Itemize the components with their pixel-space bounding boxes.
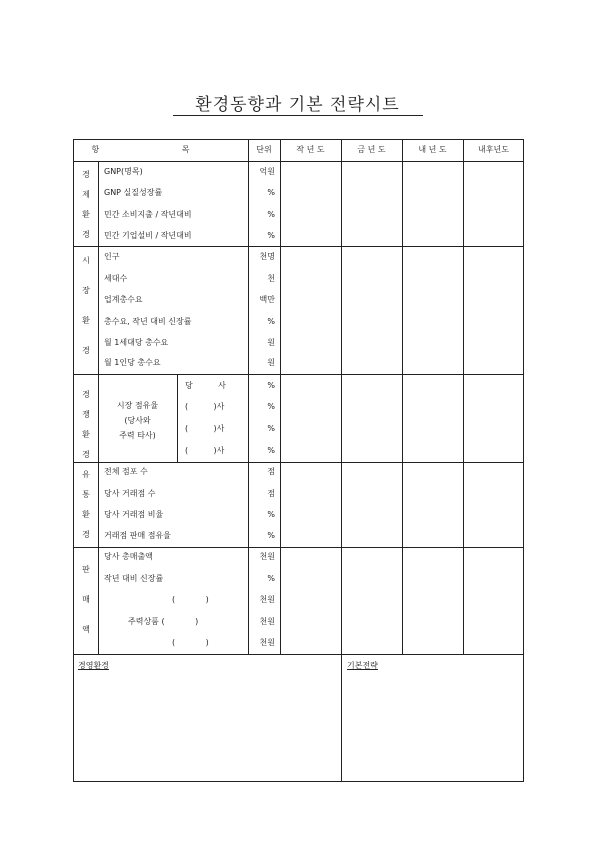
row-unit: %: [267, 188, 275, 197]
row-unit: 천원: [259, 617, 275, 626]
row-unit: 천원: [259, 595, 275, 604]
row-unit: %: [267, 574, 275, 583]
header-unit: 단위: [256, 145, 272, 154]
row-unit: %: [267, 381, 275, 390]
row-label: ( )사: [185, 424, 225, 433]
row-label: 주력상품 ( ): [128, 617, 199, 626]
row-unit: 점: [267, 489, 275, 498]
header-divider: [73, 161, 524, 162]
row-label: GNP(명목): [104, 167, 143, 176]
header-item: 항 목: [91, 145, 230, 154]
row-label: 당사 거래점 비율: [104, 510, 164, 519]
row-unit: 천원: [259, 552, 275, 561]
header-this-year: 금 년 도: [357, 145, 386, 154]
row-unit: %: [267, 317, 275, 326]
section-label: 유 통 환 경: [82, 470, 90, 539]
row-label: 월 1세대당 총수요: [104, 338, 169, 347]
row-label: 거래점 판매 점유율: [104, 531, 171, 540]
row-unit: %: [267, 231, 275, 240]
row-label: 월 1인당 총수요: [104, 358, 161, 367]
row-label: ( )사: [185, 402, 225, 411]
section-divider: [73, 246, 524, 247]
row-unit: 점: [267, 467, 275, 476]
col-line: [280, 139, 281, 655]
row-unit: %: [267, 531, 275, 540]
section-divider: [73, 374, 524, 375]
row-label: GNP 실질성장률: [104, 188, 163, 197]
row-label: ( )사: [185, 446, 225, 455]
page-title: 환경동향과 기본 전략시트: [195, 95, 400, 115]
section-divider: [73, 462, 524, 463]
section-label: 판 매 액: [82, 565, 90, 634]
row-unit: 천: [267, 274, 275, 283]
footer-right-label: 기본전략: [347, 661, 378, 670]
col-line: [463, 139, 464, 655]
title-underline: [173, 115, 423, 116]
row-unit: %: [267, 402, 275, 411]
row-label: 당사 거래점 수: [104, 489, 156, 498]
row-label: 인구: [104, 252, 120, 261]
row-label: ( ): [172, 638, 209, 647]
section-divider: [73, 654, 524, 655]
section-label: 시 장 환 경: [82, 256, 90, 355]
footer-left-label: 경영환경: [78, 661, 109, 670]
row-unit: %: [267, 446, 275, 455]
section-label: 경 쟁 환 경: [82, 390, 90, 459]
header-prev-year: 작 년 도: [296, 145, 325, 154]
row-label: 당사 총매출액: [104, 552, 153, 561]
group-col-line: [177, 374, 178, 462]
row-unit: 백만: [259, 295, 275, 304]
row-label: 세대수: [104, 274, 128, 283]
col-line: [402, 139, 403, 655]
row-unit: 천원: [259, 638, 275, 647]
row-unit: %: [267, 510, 275, 519]
row-label: 작년 대비 신장률: [104, 574, 164, 583]
row-label: 총수요, 작년 대비 신장률: [104, 317, 192, 326]
row-unit: 원: [267, 338, 275, 347]
row-label: 업계총수요: [104, 295, 143, 304]
section-divider: [73, 547, 524, 548]
row-unit: 천명: [259, 252, 275, 261]
row-label: 당 사: [185, 381, 226, 390]
row-label: 전체 점포 수: [104, 467, 148, 476]
row-unit: %: [267, 424, 275, 433]
row-unit: 억원: [259, 167, 275, 176]
row-unit: 원: [267, 358, 275, 367]
header-next2-year: 내후년도: [478, 145, 509, 154]
row-label: ( ): [172, 595, 209, 604]
group-label: 시장 점유율 (당사와 주력 타사): [116, 401, 159, 440]
row-label: 민간 소비지출 / 작년대비: [104, 210, 192, 219]
col-line: [341, 139, 342, 782]
section-label: 경 제 환 경: [82, 170, 90, 239]
row-unit: %: [267, 210, 275, 219]
row-label: 민간 기업설비 / 작년대비: [104, 231, 192, 240]
header-next-year: 내 년 도: [418, 145, 447, 154]
